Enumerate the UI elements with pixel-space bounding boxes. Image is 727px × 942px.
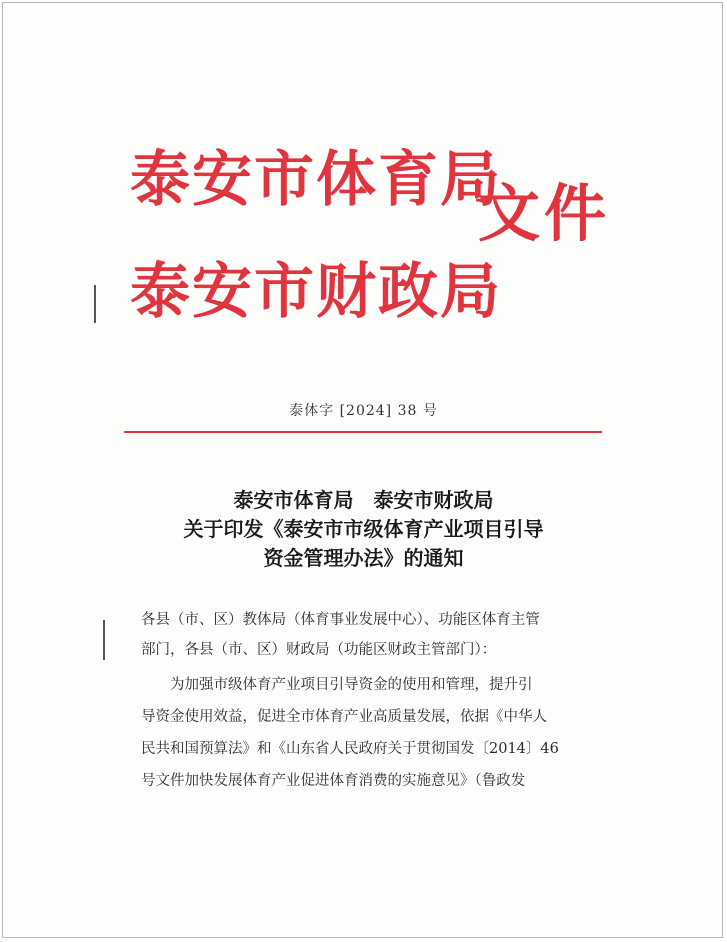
paragraph-line-2: 导资金使用效益，促进全市体育产业高质量发展，依据《中华人 (141, 709, 547, 725)
red-divider-line (124, 431, 602, 433)
title-line-2: 关于印发《泰安市市级体育产业项目引导 (183, 517, 544, 541)
title-line-1: 泰安市体育局 泰安市财政局 (233, 488, 494, 512)
issuer-finance-bureau: 泰安市财政局 (130, 257, 502, 327)
issuer-sports-bureau: 泰安市体育局 (130, 145, 502, 215)
paragraph-line-4: 号文件加快发展体育产业促进体育消费的实施意见》（鲁政发 (141, 773, 526, 789)
document-suffix: 文件 (478, 177, 611, 250)
notice-title (0, 486, 727, 573)
binding-mark (94, 285, 96, 323)
title-line-3: 资金管理办法》的通知 (263, 546, 464, 570)
paragraph-line-1: 为加强市级体育产业项目引导资金的使用和管理，提升引 (141, 677, 533, 693)
page-border (2, 2, 723, 938)
binding-mark (103, 620, 105, 660)
paragraph-line-3: 民共和国预算法》和《山东省人民政府关于贯彻国发〔2014〕46 (141, 741, 559, 757)
addressee-line-2: 部门，各县（市、区）财政局（功能区财政主管部门）： (141, 642, 497, 658)
addressee-line-1: 各县（市、区）教体局（体育事业发展中心）、功能区体育主管 (141, 612, 540, 628)
document-number: 泰体字 [2024] 38 号 (289, 403, 438, 419)
